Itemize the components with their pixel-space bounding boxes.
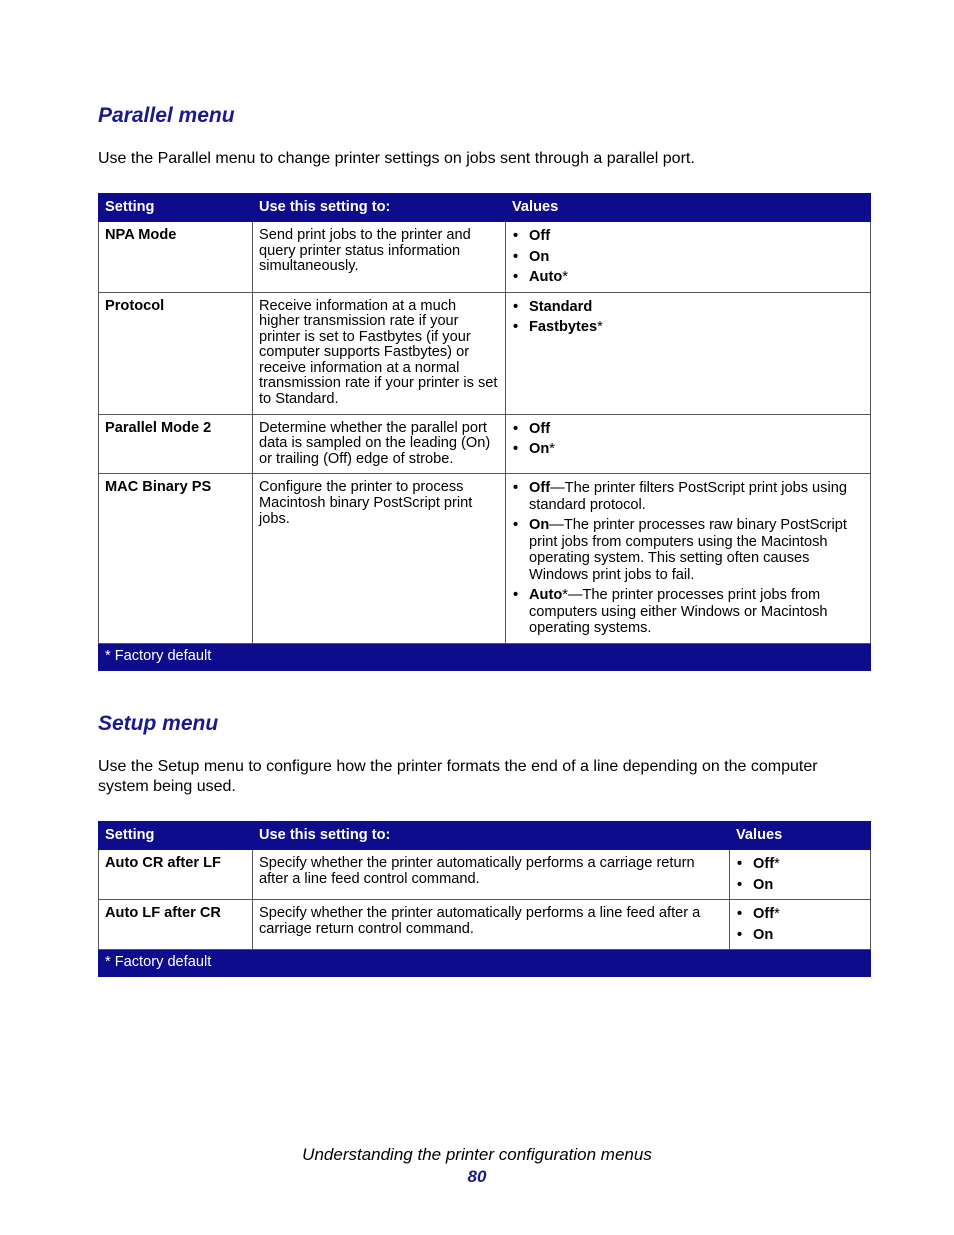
table-header-row xyxy=(99,822,871,850)
table-row xyxy=(99,292,871,414)
value-name: Off xyxy=(529,480,551,497)
value-name: Off xyxy=(529,420,551,437)
bullet-icon: • xyxy=(513,298,519,315)
parallel-menu-intro: Use the Parallel menu to change printer settings on jobs sent through a parallel port. xyxy=(98,150,695,167)
value-name: On xyxy=(529,441,550,458)
bullet-icon: • xyxy=(737,856,743,872)
setup-menu-intro: Use the Setup menu to configure how the printer formats the end of a line depending on the computer system being used. xyxy=(98,758,818,795)
list-item xyxy=(512,249,864,266)
use-cell: Send print jobs to the printer and query printer status information simultaneously. xyxy=(253,222,506,293)
column-header-values: Values xyxy=(506,194,871,222)
table-row xyxy=(99,900,871,950)
use-cell: Specify whether the printer automatically performs a line feed after a carriage return control command. xyxy=(253,900,730,950)
parallel-menu-table xyxy=(98,193,871,671)
factory-default-note: * Factory default xyxy=(99,950,871,977)
factory-default-mark: * xyxy=(774,906,780,922)
list-item xyxy=(512,441,864,458)
value-name: On xyxy=(529,248,550,265)
list-item xyxy=(736,927,864,944)
value-description: —The printer processes print jobs from computers using either Windows or Macintosh operating systems. xyxy=(529,587,828,637)
values-list xyxy=(512,480,864,637)
bullet-icon: • xyxy=(513,441,519,458)
factory-default-mark: * xyxy=(597,319,603,335)
factory-default-note: * Factory default xyxy=(99,643,871,670)
bullet-icon: • xyxy=(513,228,519,244)
value-name: Fastbytes xyxy=(529,319,598,335)
value-name: Off xyxy=(753,906,775,922)
bullet-icon: • xyxy=(737,926,743,943)
list-item xyxy=(512,319,864,336)
value-name: Auto xyxy=(529,587,563,604)
bullet-icon: • xyxy=(513,319,519,335)
values-cell xyxy=(730,850,871,900)
value-description: —The printer filters PostScript print jobs using standard protocol. xyxy=(529,480,847,513)
values-list xyxy=(512,228,864,286)
table-row xyxy=(99,414,871,474)
table-header-row xyxy=(99,194,871,222)
use-cell: Determine whether the parallel port data is sampled on the leading (On) or trailing (Off) edge of strobe. xyxy=(253,414,506,474)
setup-menu-heading: Setup menu xyxy=(98,712,219,735)
values-list xyxy=(512,299,864,336)
value-name: On xyxy=(753,876,774,893)
values-cell xyxy=(506,222,871,293)
table-row xyxy=(99,474,871,644)
value-description: —The printer processes raw binary PostScript print jobs from computers using the Macintosh operating system. This setting often causes Windows print jobs to fail. xyxy=(529,517,847,583)
factory-default-mark: * xyxy=(562,269,568,285)
column-header-setting: Setting xyxy=(99,822,253,850)
setting-cell: Parallel Mode 2 xyxy=(99,414,253,474)
table-row xyxy=(99,850,871,900)
bullet-icon: • xyxy=(737,906,743,922)
use-cell: Receive information at a much higher transmission rate if your printer is set to Fastbytes (if your computer supports Fastbytes) or receive information at a normal transmission rate if your printer is set to Standard. xyxy=(253,292,506,414)
table-footer-row xyxy=(99,950,871,977)
setting-cell: Auto CR after LF xyxy=(99,850,253,900)
factory-default-mark: * xyxy=(562,587,568,604)
list-item xyxy=(512,587,864,637)
setting-cell: MAC Binary PS xyxy=(99,474,253,644)
factory-default-mark: * xyxy=(774,856,780,872)
values-cell xyxy=(730,900,871,950)
list-item xyxy=(736,877,864,894)
bullet-icon: • xyxy=(513,420,519,437)
parallel-menu-heading: Parallel menu xyxy=(98,104,235,127)
bullet-icon: • xyxy=(513,269,519,285)
setting-cell: Protocol xyxy=(99,292,253,414)
column-header-use: Use this setting to: xyxy=(253,822,730,850)
values-cell xyxy=(506,474,871,644)
column-header-use: Use this setting to: xyxy=(253,194,506,222)
list-item xyxy=(512,299,864,316)
values-list xyxy=(512,421,864,458)
values-cell xyxy=(506,414,871,474)
column-header-values: Values xyxy=(730,822,871,850)
list-item xyxy=(512,421,864,438)
list-item xyxy=(736,856,864,873)
value-name: On xyxy=(753,926,774,943)
setting-cell: NPA Mode xyxy=(99,222,253,293)
table-body xyxy=(99,222,871,644)
setup-menu-table xyxy=(98,821,871,977)
value-name: Off xyxy=(529,228,551,244)
factory-default-mark: * xyxy=(549,441,555,458)
bullet-icon: • xyxy=(737,876,743,893)
page-footer-title: Understanding the printer configuration menus xyxy=(302,1145,652,1164)
bullet-icon: • xyxy=(513,248,519,265)
value-name: On xyxy=(529,517,550,534)
list-item xyxy=(512,480,864,513)
bullet-icon: • xyxy=(513,517,519,534)
table-body xyxy=(99,850,871,950)
values-cell xyxy=(506,292,871,414)
page-number: 80 xyxy=(467,1167,487,1186)
column-header-setting: Setting xyxy=(99,194,253,222)
bullet-icon: • xyxy=(513,480,519,497)
list-item xyxy=(512,269,864,286)
table-row xyxy=(99,222,871,293)
values-list xyxy=(736,856,864,893)
value-name: Auto xyxy=(529,269,563,285)
bullet-icon: • xyxy=(513,587,519,604)
list-item xyxy=(736,906,864,923)
list-item xyxy=(512,517,864,583)
use-cell: Configure the printer to process Macintosh binary PostScript print jobs. xyxy=(253,474,506,644)
values-list xyxy=(736,906,864,943)
table-footer-row xyxy=(99,643,871,670)
use-cell: Specify whether the printer automatically performs a carriage return after a line feed control command. xyxy=(253,850,730,900)
value-name: Off xyxy=(753,856,775,872)
value-name: Standard xyxy=(529,298,593,315)
list-item xyxy=(512,228,864,245)
setting-cell: Auto LF after CR xyxy=(99,900,253,950)
